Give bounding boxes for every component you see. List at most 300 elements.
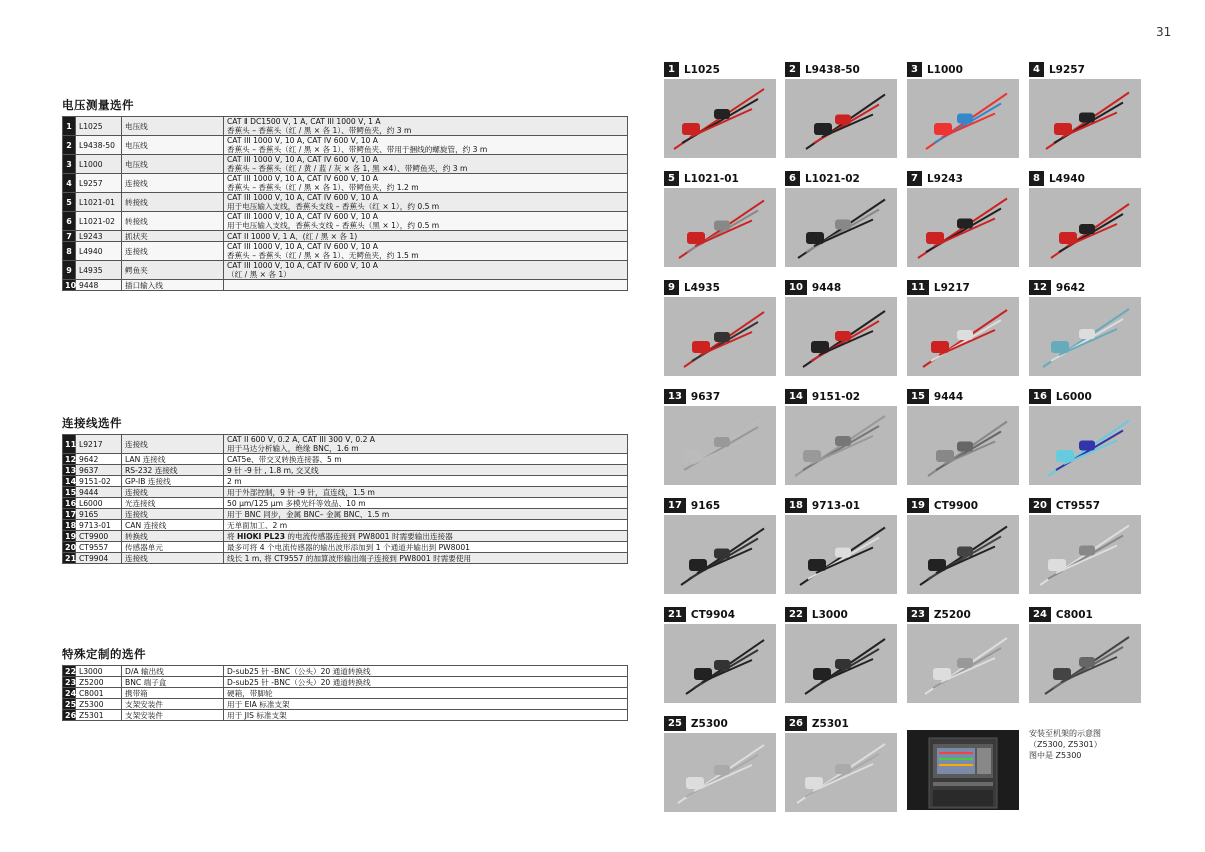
product-photo [664, 515, 776, 594]
product-cell [907, 169, 1019, 267]
desc-line-2: 用于马达分析输入，绝缘 BNC，1.6 m [227, 444, 359, 453]
product-code: L4935 [683, 282, 720, 294]
product-code: 9713-01 [811, 500, 861, 512]
product-cell [785, 169, 897, 267]
product-header [664, 714, 776, 731]
row-number: 3 [63, 155, 76, 174]
product-header [907, 605, 1019, 622]
product-code: Z5200 [76, 677, 122, 688]
product-code: 9444 [933, 391, 964, 403]
product-code: Z5301 [811, 718, 849, 730]
product-code: L4940 [1048, 173, 1085, 185]
product-name: 鳄鱼夹 [122, 261, 224, 280]
custom-options-section [62, 646, 628, 721]
product-description [224, 666, 628, 677]
product-header [785, 169, 897, 186]
row-number: 17 [63, 509, 76, 520]
desc-line-1: 无单面加工、2 m [227, 520, 288, 530]
page-number: 31 [1156, 25, 1172, 39]
product-cell [907, 496, 1019, 594]
product-name: 连接线 [122, 242, 224, 261]
desc-line-2: 香蕉头 – 香蕉头（红 / 黑 × 各 1）、带鳄鱼夹、带用于捆线的螺旋管，约 3 m [227, 145, 488, 154]
desc-text: 的电流传感器连接到 PW8001 时需要输出连接器 [284, 531, 453, 541]
desc-line-2: 香蕉头 – 香蕉头（红 / 黑 × 各 1）、带鳄鱼夹，约 3 m [227, 126, 412, 135]
desc-brand: HIOKI PL23 [237, 531, 285, 541]
product-photo [785, 406, 897, 485]
table-row [63, 136, 628, 155]
product-description [224, 242, 628, 261]
product-code: 9444 [76, 487, 122, 498]
product-header [1029, 605, 1141, 622]
product-photo [1029, 79, 1141, 158]
product-photo [907, 188, 1019, 267]
desc-line-1: D-sub25 针 -BNC（公头）20 通道转换线 [227, 677, 371, 687]
desc-line-1: D-sub25 针 -BNC（公头）20 通道转换线 [227, 666, 371, 676]
product-number: 9 [664, 280, 679, 295]
rack-photo [907, 730, 1019, 810]
product-code: CT9557 [76, 542, 122, 553]
product-description [224, 435, 628, 454]
product-number: 25 [664, 716, 686, 731]
desc-line-1: 用于外部控制，9 针 -9 针，直连线，1.5 m [227, 487, 375, 497]
product-number: 11 [907, 280, 929, 295]
product-cell [785, 605, 897, 703]
row-number: 13 [63, 465, 76, 476]
row-number: 1 [63, 117, 76, 136]
product-number: 4 [1029, 62, 1044, 77]
product-cell [785, 387, 897, 485]
note-line: （Z5300, Z5301） [1029, 740, 1102, 749]
product-number: 5 [664, 171, 679, 186]
product-name: 连接线 [122, 435, 224, 454]
product-description [224, 465, 628, 476]
product-code: L9217 [933, 282, 970, 294]
product-code: CT9900 [933, 500, 979, 512]
table-row [63, 193, 628, 212]
product-description [224, 454, 628, 465]
product-header [664, 60, 776, 77]
table-row [63, 688, 628, 699]
product-code: C8001 [76, 688, 122, 699]
row-number: 20 [63, 542, 76, 553]
product-code: L1025 [76, 117, 122, 136]
product-description [224, 542, 628, 553]
connection-options-table [62, 434, 628, 564]
product-cell [1029, 169, 1141, 267]
product-description [224, 487, 628, 498]
desc-line-1: 用于 EIA 标准支架 [227, 699, 290, 709]
product-description [224, 531, 628, 542]
product-name: RS-232 连接线 [122, 465, 224, 476]
voltage-options-section [62, 97, 628, 291]
product-photo [785, 188, 897, 267]
product-code: L4935 [76, 261, 122, 280]
product-code: L6000 [1055, 391, 1092, 403]
product-name: GP-IB 连接线 [122, 476, 224, 487]
row-number: 23 [63, 677, 76, 688]
product-header [1029, 387, 1141, 404]
table-row [63, 498, 628, 509]
table-row [63, 117, 628, 136]
table-row [63, 677, 628, 688]
row-number: 8 [63, 242, 76, 261]
row-number: 9 [63, 261, 76, 280]
row-number: 5 [63, 193, 76, 212]
product-name: BNC 端子盒 [122, 677, 224, 688]
product-photo [1029, 624, 1141, 703]
product-photo [785, 79, 897, 158]
table-row [63, 699, 628, 710]
product-description [224, 212, 628, 231]
product-code: 9642 [1055, 282, 1086, 294]
product-code: 9151-02 [811, 391, 861, 403]
product-header [785, 496, 897, 513]
rack-mount-note [1029, 728, 1102, 761]
product-number: 18 [785, 498, 807, 513]
product-description [224, 553, 628, 564]
row-number: 14 [63, 476, 76, 487]
product-name: 连接线 [122, 174, 224, 193]
row-number: 22 [63, 666, 76, 677]
product-photo [907, 406, 1019, 485]
product-photo [664, 297, 776, 376]
product-number: 7 [907, 171, 922, 186]
row-number: 26 [63, 710, 76, 721]
desc-line-1: 硬箱，带脚轮 [227, 688, 273, 698]
row-number: 6 [63, 212, 76, 231]
product-header [1029, 496, 1141, 513]
row-number: 7 [63, 231, 76, 242]
product-header [1029, 60, 1141, 77]
product-number: 20 [1029, 498, 1051, 513]
product-photo [785, 515, 897, 594]
desc-line-1: CAT II 600 V, 0.2 A, CAT III 300 V, 0.2 A [227, 435, 376, 444]
desc-line-1: CAT III 1000 V, 10 A, CAT IV 600 V, 10 A [227, 242, 378, 251]
table-row [63, 531, 628, 542]
product-number: 19 [907, 498, 929, 513]
product-photo [1029, 406, 1141, 485]
table-row [63, 155, 628, 174]
table-row [63, 710, 628, 721]
product-description [224, 476, 628, 487]
row-number: 15 [63, 487, 76, 498]
desc-line-1: 用于 BNC 同步，金属 BNC– 金属 BNC、1.5 m [227, 509, 390, 519]
product-header [907, 496, 1019, 513]
product-code: Z5200 [933, 609, 971, 621]
table-row [63, 666, 628, 677]
product-number: 6 [785, 171, 800, 186]
table-row [63, 542, 628, 553]
row-number: 25 [63, 699, 76, 710]
product-code: L3000 [76, 666, 122, 677]
desc-line-1: CAT III 1000 V, 10 A, CAT IV 600 V, 10 A [227, 193, 378, 202]
table-row [63, 242, 628, 261]
product-photo [785, 733, 897, 812]
product-code: L3000 [811, 609, 848, 621]
row-number: 16 [63, 498, 76, 509]
product-photo [1029, 297, 1141, 376]
product-header [664, 169, 776, 186]
product-description [224, 261, 628, 280]
product-cell [1029, 496, 1141, 594]
product-description [224, 155, 628, 174]
product-code: 9448 [811, 282, 842, 294]
desc-text: 将 [227, 531, 238, 541]
product-code: Z5300 [690, 718, 728, 730]
product-header [785, 714, 897, 731]
product-code: CT9900 [76, 531, 122, 542]
product-header [907, 387, 1019, 404]
product-code: L9257 [1048, 64, 1085, 76]
table-row [63, 520, 628, 531]
product-name: 支架安装件 [122, 699, 224, 710]
product-code: 9448 [76, 280, 122, 291]
row-number: 19 [63, 531, 76, 542]
product-name: 携带箱 [122, 688, 224, 699]
product-code: L1025 [683, 64, 720, 76]
product-photo [785, 297, 897, 376]
product-description [224, 231, 628, 242]
rack-photo-cell [907, 730, 1019, 810]
desc-line-1: 50 µm/125 µm 多模光纤等效品、10 m [227, 498, 366, 508]
product-number: 13 [664, 389, 686, 404]
desc-line-1: CAT II 1000 V, 1 A、(红 / 黑 × 各 1) [227, 231, 358, 241]
desc-line-1: CAT III 1000 V, 10 A, CAT IV 600 V, 10 A [227, 261, 378, 270]
row-number: 18 [63, 520, 76, 531]
connection-options-section [62, 415, 628, 564]
product-photo [664, 624, 776, 703]
product-cell [907, 605, 1019, 703]
table-row [63, 487, 628, 498]
product-header [907, 60, 1019, 77]
product-code: L9257 [76, 174, 122, 193]
product-code: L1021-02 [804, 173, 860, 185]
row-number: 24 [63, 688, 76, 699]
product-photo [664, 188, 776, 267]
product-header [785, 387, 897, 404]
product-cell [907, 278, 1019, 376]
product-code: L9243 [926, 173, 963, 185]
product-cell [785, 60, 897, 158]
row-number: 12 [63, 454, 76, 465]
product-name: 转接线 [122, 212, 224, 231]
desc-line-1: 9 针 -9 针 , 1.8 m, 交叉线 [227, 465, 319, 475]
product-photo [664, 733, 776, 812]
product-code: CT9904 [76, 553, 122, 564]
product-header [1029, 278, 1141, 295]
product-description [224, 520, 628, 531]
table-row [63, 280, 628, 291]
product-header [907, 278, 1019, 295]
desc-line-1: CAT III 1000 V, 10 A, CAT IV 600 V, 10 A [227, 136, 378, 145]
product-photo [664, 406, 776, 485]
desc-line-2: （红 / 黑 × 各 1） [227, 270, 291, 279]
product-name: 电压线 [122, 117, 224, 136]
product-code: 9637 [690, 391, 721, 403]
table-row [63, 261, 628, 280]
product-description [224, 710, 628, 721]
product-code: L1000 [76, 155, 122, 174]
product-photo [664, 79, 776, 158]
product-header [664, 387, 776, 404]
product-code: 9165 [76, 509, 122, 520]
product-code: L1000 [926, 64, 963, 76]
product-code: C8001 [1055, 609, 1093, 621]
table-row [63, 553, 628, 564]
desc-line-2: 用于电压输入支线，香蕉头支线 – 香蕉头（黑 × 1），约 0.5 m [227, 221, 440, 230]
product-code: CT9904 [690, 609, 736, 621]
desc-line-1: CAT5e、带交叉转换连接器、5 m [227, 454, 342, 464]
table-row [63, 231, 628, 242]
product-cell [664, 605, 776, 703]
desc-line-1: CAT III 1000 V, 10 A, CAT IV 600 V, 10 A [227, 155, 378, 164]
product-name: 光连接线 [122, 498, 224, 509]
product-description [224, 136, 628, 155]
desc-line-1: 线长 1 m, 将 CT9557 的加算波形输出端子连接到 PW8001 时需要使用 [227, 553, 472, 563]
product-header [664, 278, 776, 295]
product-header [907, 169, 1019, 186]
product-photo [907, 297, 1019, 376]
voltage-options-table [62, 116, 628, 291]
product-description [224, 688, 628, 699]
note-line: 图中是 Z5300 [1029, 751, 1082, 760]
product-name: 连接线 [122, 509, 224, 520]
product-number: 10 [785, 280, 807, 295]
product-cell [664, 278, 776, 376]
product-cell [664, 714, 776, 812]
product-code: 9637 [76, 465, 122, 476]
product-header [664, 605, 776, 622]
product-number: 16 [1029, 389, 1051, 404]
product-cell [907, 60, 1019, 158]
desc-line-1: CAT III 1000 V, 10 A, CAT IV 600 V, 10 A [227, 212, 378, 221]
product-description [224, 509, 628, 520]
product-cell [785, 714, 897, 812]
table-row [63, 212, 628, 231]
product-code: 9642 [76, 454, 122, 465]
section-title: 电压测量选件 [62, 98, 134, 112]
product-photo [907, 515, 1019, 594]
desc-line-2: 香蕉头 – 香蕉头（红 / 黑 × 各 1）、无鳄鱼夹，约 1.5 m [227, 251, 419, 260]
desc-line-1: 用于 JIS 标准支架 [227, 710, 287, 720]
product-photo [907, 79, 1019, 158]
product-name: 连接线 [122, 553, 224, 564]
product-header [1029, 169, 1141, 186]
product-description [224, 280, 628, 291]
product-code: L1021-01 [683, 173, 739, 185]
product-cell [785, 278, 897, 376]
product-code: L9438-50 [76, 136, 122, 155]
product-number: 1 [664, 62, 679, 77]
product-description [224, 677, 628, 688]
product-header [785, 278, 897, 295]
row-number: 21 [63, 553, 76, 564]
table-row [63, 509, 628, 520]
table-row [63, 476, 628, 487]
product-number: 26 [785, 716, 807, 731]
product-code: L1021-02 [76, 212, 122, 231]
product-description [224, 699, 628, 710]
product-number: 2 [785, 62, 800, 77]
product-code: 9713-01 [76, 520, 122, 531]
product-number: 15 [907, 389, 929, 404]
row-number: 4 [63, 174, 76, 193]
product-description [224, 174, 628, 193]
row-number: 11 [63, 435, 76, 454]
product-name: CAN 连接线 [122, 520, 224, 531]
product-number: 17 [664, 498, 686, 513]
table-row [63, 174, 628, 193]
product-name: 转换线 [122, 531, 224, 542]
product-number: 23 [907, 607, 929, 622]
product-number: 24 [1029, 607, 1051, 622]
row-number: 2 [63, 136, 76, 155]
product-name: 插口输入线 [122, 280, 224, 291]
product-cell [664, 387, 776, 485]
product-description [224, 498, 628, 509]
product-code: L9438-50 [804, 64, 860, 76]
custom-options-table [62, 665, 628, 721]
product-photo [785, 624, 897, 703]
desc-line-1: 最多可将 4 个电流传感器的输出波形添加到 1 个通道并输出到 PW8001 [227, 542, 470, 552]
product-cell [907, 387, 1019, 485]
product-photo [1029, 188, 1141, 267]
product-number: 8 [1029, 171, 1044, 186]
section-title: 连接线选件 [62, 416, 122, 430]
product-name: 抓状夹 [122, 231, 224, 242]
product-name: D/A 输出线 [122, 666, 224, 677]
product-number: 12 [1029, 280, 1051, 295]
product-photo [907, 624, 1019, 703]
product-cell [1029, 605, 1141, 703]
product-name: 连接线 [122, 487, 224, 498]
note-line: 安装至机架的示意图 [1029, 729, 1101, 738]
product-number: 3 [907, 62, 922, 77]
product-code: L9243 [76, 231, 122, 242]
product-code: L6000 [76, 498, 122, 509]
row-number: 10 [63, 280, 76, 291]
product-name: 支架安装件 [122, 710, 224, 721]
product-code: L4940 [76, 242, 122, 261]
product-code: Z5301 [76, 710, 122, 721]
product-number: 22 [785, 607, 807, 622]
product-name: 电压线 [122, 136, 224, 155]
product-cell [1029, 60, 1141, 158]
product-cell [1029, 387, 1141, 485]
product-name: 转接线 [122, 193, 224, 212]
product-cell [785, 496, 897, 594]
table-row [63, 454, 628, 465]
product-header [785, 605, 897, 622]
product-code: L9217 [76, 435, 122, 454]
product-cell [664, 496, 776, 594]
desc-line-2: 香蕉头 – 香蕉头（红 / 黄 / 蓝 / 灰 × 各 1, 黑 ×4）、带鳄鱼夹，约 3 m [227, 164, 468, 173]
product-number: 14 [785, 389, 807, 404]
product-header [785, 60, 897, 77]
product-code: 9165 [690, 500, 721, 512]
product-description [224, 117, 628, 136]
product-cell [664, 169, 776, 267]
product-code: CT9557 [1055, 500, 1101, 512]
table-row [63, 435, 628, 454]
desc-line-2: 用于电压输入支线，香蕉头支线 – 香蕉头（红 × 1），约 0.5 m [227, 202, 440, 211]
product-description [224, 193, 628, 212]
product-code: L1021-01 [76, 193, 122, 212]
product-photo [1029, 515, 1141, 594]
desc-line-1: CAT Ⅱ DC1500 V, 1 A, CAT III 1000 V, 1 A [227, 117, 381, 126]
product-code: Z5300 [76, 699, 122, 710]
section-title: 特殊定制的选件 [62, 647, 146, 661]
